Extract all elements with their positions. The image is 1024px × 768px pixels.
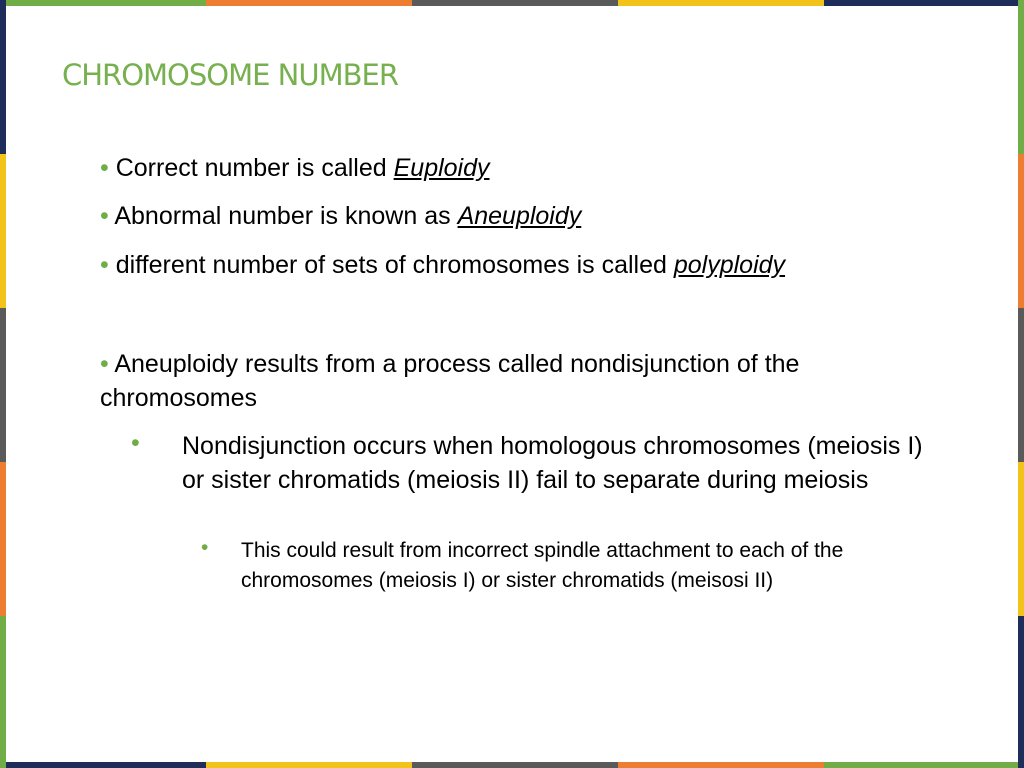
bullet-nondisjunction-cause — [100, 347, 960, 415]
bullet-dot: • — [100, 350, 109, 378]
term-polyploidy: polyploidy — [673, 251, 786, 279]
sub-sub-bullet-dot: • — [201, 536, 209, 559]
sub-sub-bullet-spindle: This could result from incorrect spindle attachment to each of the chromosomes (meiosis I) or sister chromatids (meisosi II) — [241, 539, 844, 592]
bullet-text: Aneuploidy results from a process called nondisjunction of the chromosomes — [100, 350, 800, 412]
frame-bottom — [0, 762, 1024, 768]
sub-bullet-dot: • — [131, 429, 140, 457]
bullet-text: Abnormal number is known as — [114, 202, 458, 230]
bullet-euploidy — [100, 154, 490, 183]
frame-right — [1018, 0, 1024, 768]
frame-top — [0, 0, 1024, 6]
term-euploidy: Euploidy — [393, 154, 490, 182]
bullet-aneuploidy — [100, 202, 581, 231]
term-aneuploidy: Aneuploidy — [457, 202, 582, 230]
sub-bullet-nondisjunction: Nondisjunction occurs when homologous chromosomes (meiosis I) or sister chromatids (meiosis II) fail to separate during meiosis — [182, 432, 923, 494]
bullet-text: different number of sets of chromosomes is called — [115, 251, 674, 279]
bullet-dot: • — [100, 202, 109, 230]
slide-title: CHROMOSOME NUMBER — [62, 58, 398, 92]
bullet-polyploidy — [100, 251, 785, 280]
frame-left — [0, 0, 6, 768]
bullet-dot: • — [100, 251, 109, 279]
bullet-dot: • — [100, 154, 109, 182]
bullet-text: Correct number is called — [115, 154, 394, 182]
